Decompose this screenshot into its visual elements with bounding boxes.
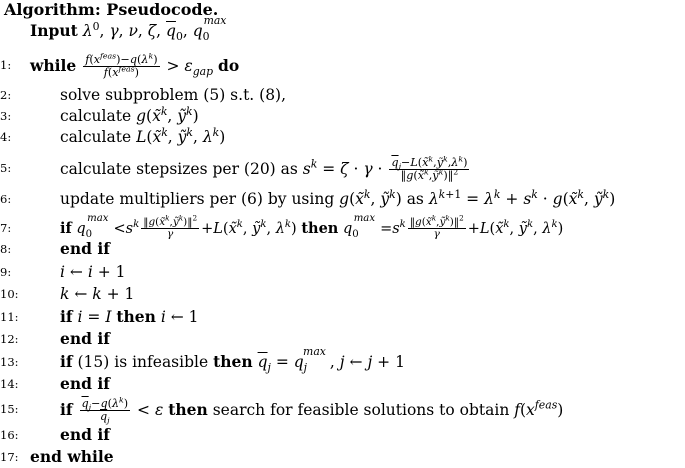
line-number: 6: xyxy=(0,192,12,206)
line-number: 11: xyxy=(0,310,19,324)
line-text: calculate stepsizes per (20) as $s^k = \zeta \cdot \gamma$ · $\frac{\overline{q}_j-L(x̃^k,ỹ^k,\lambda^k)}{‖g(x̃^k,ỹ^k)‖^2}$ xyxy=(60,154,468,183)
end-if-keyword: end if xyxy=(60,239,110,258)
end-if-keyword: end if xyxy=(60,374,110,393)
line-number: 5: xyxy=(0,161,12,175)
end-while-keyword: end while xyxy=(30,447,114,466)
do-keyword: do xyxy=(218,55,240,75)
line-text: k ← k + 1 xyxy=(60,285,135,303)
gap-fraction: $\frac{f(x^{feas})-q(\lambda^k)}{f(x^{feas})}$ xyxy=(85,51,158,80)
end-if-keyword: end if xyxy=(60,425,110,444)
line-text: solve subproblem (5) s.t. (8), xyxy=(60,86,287,104)
line-number: 8: xyxy=(0,242,12,256)
while-condition: while $\frac{f(x^{feas})-q(\lambda^k)}{f(x^{feas})}$ > $\varepsilon_{gap}$ do xyxy=(30,51,240,80)
line-number: 15: xyxy=(0,402,19,416)
algorithm-title: Algorithm: Pseudocode. xyxy=(4,0,219,19)
stepsize-fraction: $\frac{\overline{q}_j-L(x̃^k,ỹ^k,\lambda^k)}{‖g(x̃^k,ỹ^k)‖^2}$ xyxy=(391,154,468,183)
line-text: if $q_0^{max}<s^k$ $\frac{‖g(x̃^k,ỹ^k)‖^2}{\gamma}$ +L(x̃$^k$, ỹ$^k$, $\lambda^k$) then $q_0^{max}=s^k$ $\frac{‖g(x̃^k,ỹ^k)‖^2}{\gamma}$ +L(x̃$^k$, ỹ$^k$, $\lambda^k$) xyxy=(60,213,564,241)
line-number: 3: xyxy=(0,109,12,123)
line-number: 9: xyxy=(0,265,12,279)
input-params: $\lambda^0$, γ, ν, ζ, $\overline{q}_0$, $q_0^{max}$ xyxy=(82,13,227,44)
while-keyword: while xyxy=(30,55,77,75)
end-if-keyword: end if xyxy=(60,329,110,348)
line-number: 14: xyxy=(0,377,19,391)
line-number: 12: xyxy=(0,332,19,346)
line-number: 17: xyxy=(0,450,19,464)
line-text: calculate g(x̃$^k$, ỹ$^k$) xyxy=(60,104,199,125)
line-number: 2: xyxy=(0,88,12,102)
line-number: 13: xyxy=(0,355,19,369)
line-number: 16: xyxy=(0,428,19,442)
line-number: 4: xyxy=(0,130,12,144)
line-number: 7: xyxy=(0,221,12,235)
line-number: 1: xyxy=(0,58,12,72)
input-line xyxy=(30,13,232,44)
line-text: if $\frac{\overline{q}_j-q(\lambda^k)}{\overline{q}_j}$ < ε then search for feasible solutions to obtain $f(x^{feas})$ xyxy=(60,395,564,426)
input-keyword: Input xyxy=(30,21,78,40)
line-text: calculate L(x̃$^k$, ỹ$^k$, $\lambda^k$) xyxy=(60,125,226,146)
line-text: if (15) is infeasible then $\overline{q}_j = q_j^{max}$, j ← j + 1 xyxy=(60,344,405,375)
line-number: 10: xyxy=(0,287,19,301)
line-text: update multipliers per (6) by using g(x̃$^k$, ỹ$^k$) as $\lambda^{k+1} = \lambda^k + s^k$ · g(x̃$^k$, ỹ$^k$) xyxy=(60,187,616,208)
line-text: i ← i + 1 xyxy=(60,263,126,281)
line-text: if i = I then i ← 1 xyxy=(60,307,199,326)
